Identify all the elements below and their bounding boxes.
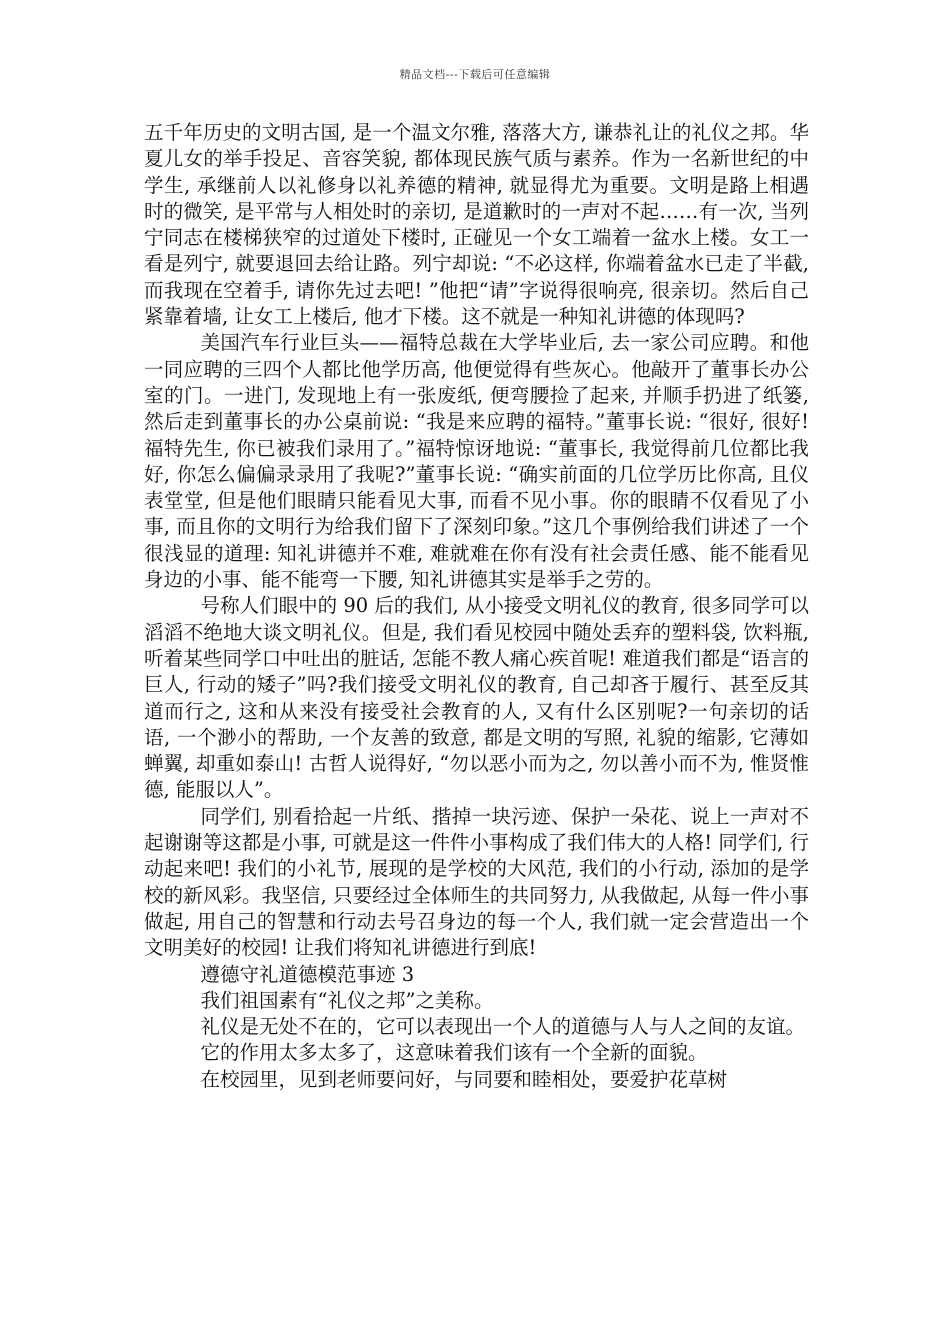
section-heading: 遵德守礼道德模范事迹 3	[200, 962, 415, 986]
paragraph-campus: 在校园里，见到老师要问好，与同要和睦相处，要爱护花草树	[200, 1067, 728, 1091]
page-header: 精品文档---下载后可任意编辑	[399, 68, 551, 81]
paragraph-land-of-etiquette: 我们祖国素有“礼仪之邦”之美称。	[200, 988, 494, 1012]
document-body	[144, 120, 809, 1093]
paragraph-new-look: 它的作用太多太多了，这意味着我们该有一个全新的面貌。	[200, 1041, 708, 1065]
paragraph-ford-story: 美国汽车行业巨头——福特总裁在大学毕业后, 去一家公司应聘。和他一同应聘的三四个人都比他学历高, 他便觉得有些灰心。他敲开了董事长办公室的门。一进门, 发现地上有一张废纸, 便弯腰捡了起来, 并顺手扔进了纸篓, 然后走到董事长的办公桌前说: “我是来应聘的福特。”董事长说: “很好, 很好! 福特先生, 你已被我们录用了。”福特惊讶地说: “董事长, 我觉得前几位都比我好, 你怎么偏偏录录用了我呢?”董事长说: “确实前面的几位学历比你高, 且仪表堂堂, 但是他们眼睛只能看见大事, 而看不见小事。你的眼睛不仅看见了小事, 而且你的文明行为给我们留下了深刻印象。”这几个事例给我们讲述了一个很浅显的道理: 知礼讲德并不难, 难就难在你有没有社会责任感、能不能看见身边的小事、能不能弯一下腰, 知礼讲德其实是举手之劳的。	[144, 331, 809, 592]
paragraph-call-to-action: 同学们, 别看拾起一片纸、揩掉一块污迹、保护一朵花、说上一声对不起谢谢等这都是小事, 可就是这一件件小事构成了我们伟大的人格! 同学们, 行动起来吧! 我们的小礼节, 展现的是学校的大风范, 我们的小行动, 添加的是学校的新风彩。我坚信, 只要经过全体师生的共同努力, 从我做起, 从每一件小事做起, 用自己的智慧和行动去号召身边的每一个人, 我们就一定会营造出一个文明美好的校园! 让我们将知礼讲德进行到底!	[144, 804, 809, 960]
paragraph-etiquette-intro: 五千年历史的文明古国, 是一个温文尔雅, 落落大方, 谦恭礼让的礼仪之邦。华夏儿女的举手投足、音容笑貌, 都体现民族气质与素养。作为一名新世纪的中学生, 承继前人以礼修身以礼养德的精神, 就显得尤为重要。文明是路上相遇时的微笑, 是平常与人相处时的亲切, 是道歉时的一声对不起……有一次, 当列宁同志在楼梯狭窄的过道处下楼时, 正碰见一个女工端着一盆水上楼。女工一看是列宁, 就要退回去给让路。列宁却说: “不必这样, 你端着盆水已走了半截, 而我现在空着手, 请你先过去吧! ”他把“请”字说得很响亮, 很亲切。然后自己紧靠着墙, 让女工上楼后, 他才下楼。这不就是一种知礼讲德的体现吗?	[144, 121, 809, 329]
paragraph-post-90s: 号称人们眼中的 90 后的我们, 从小接受文明礼仪的教育, 很多同学可以滔滔不绝地大谈文明礼仪。但是, 我们看见校园中随处丢弃的塑料袋, 饮料瓶, 听着某些同学口中吐出的脏话, 怎能不教人痛心疾首呢! 难道我们都是“语言的巨人, 行动的矮子”吗?我们接受文明礼仪的教育, 自己却吝于履行、甚至反其道而行之, 这和从来没有接受社会教育的人, 又有什么区别呢?一句亲切的话语, 一个渺小的帮助, 一个友善的致意, 都是文明的写照, 礼貌的缩影, 它薄如蝉翼, 却重如泰山! 古哲人说得好, “勿以恶小而为之, 勿以善小而不为, 惟贤惟德, 能服以人”。	[144, 594, 809, 802]
paragraph-etiquette-everywhere: 礼仪是无处不在的，它可以表现出一个人的道德与人与人之间的友谊。	[200, 1015, 806, 1039]
